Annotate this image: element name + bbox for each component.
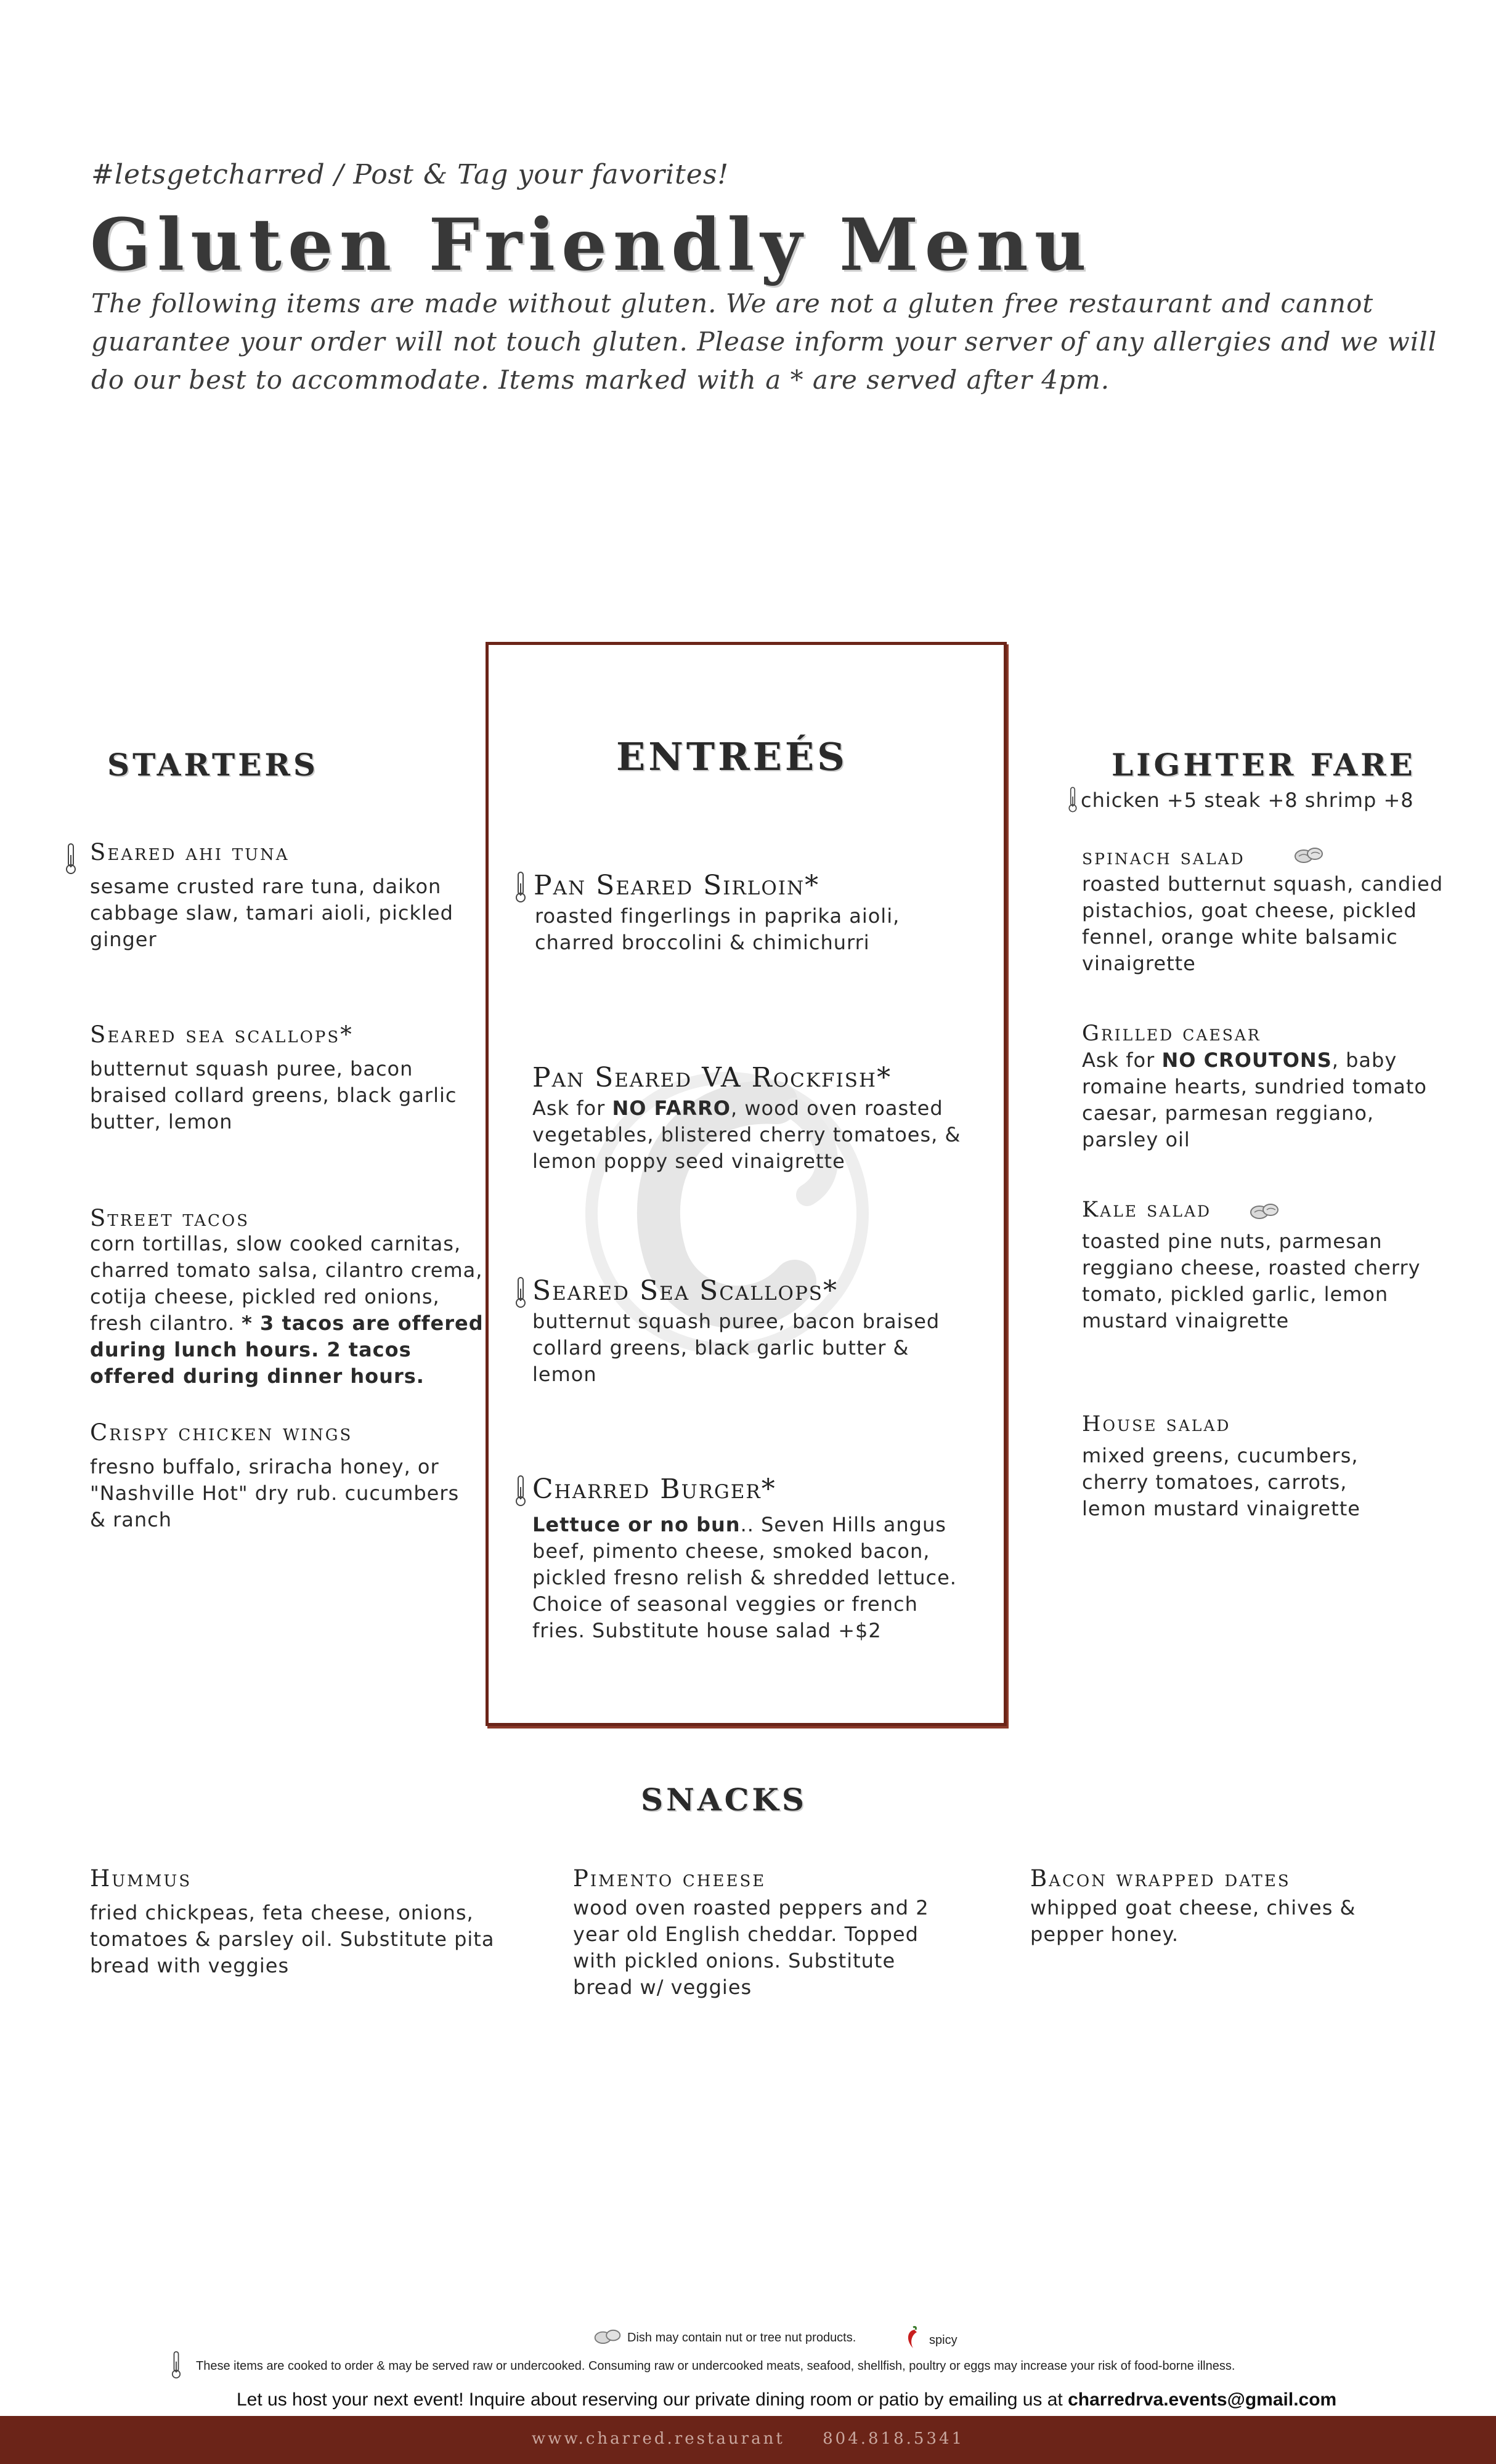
salad-desc-house: mixed greens, cucumbers, cherry tomatoes, carrots, lemon mustard vinaigrette [1082,1444,1360,1520]
entree-desc-burger [532,1512,970,1644]
starter-desc-wings: fresno buffalo, sriracha honey, or "Nashville Hot" dry rub. cucumbers & ranch [90,1455,460,1531]
raw-food-warning: These items are cooked to order & may be served raw or undercooked. Consuming raw or undercooked meats, seafood, shellfish, poultry or eggs may increase your risk of food-borne illness. [196,2359,1235,2373]
snack-title-dates: Bacon wrapped dates [1030,1865,1291,1892]
salad-title-kale: Kale salad [1082,1198,1212,1222]
thermometer-icon [514,1475,527,1507]
salad-desc-spinach: roasted butternut squash, candied pistachios, goat cheese, pickled fennel, orange white balsamic vinaigrette [1082,872,1444,975]
snack-title-pimento: Pimento cheese [573,1865,766,1892]
entree-desc-burger-bold: Lettuce or no bun [532,1513,741,1536]
starter-title-tacos: Street tacos [90,1205,250,1231]
salad-desc-caesar [1082,1047,1452,1153]
starter-desc-tacos-note: * 3 tacos are offered during lunch hours. 2 tacos offered during dinner hours. [90,1311,484,1388]
nut-note: Dish may contain nut or tree nut products. [627,2331,856,2344]
salad-title-house: House salad [1082,1412,1231,1437]
intro-text: The following items are made without gluten. We are not a gluten free restaurant and cannot guarantee your order will not touch gluten. Please inform your server of any allergies and we will do our best to accommodate. Items marked with a * are served after 4pm. [91,288,1437,395]
entree-title-rockfish: Pan Seared VA Rockfish* [532,1062,892,1093]
salad-title-spinach: spinach salad [1082,845,1245,870]
salad-desc-caesar-pre: Ask for [1082,1048,1155,1072]
lighter-fare-heading: LIGHTER FARE [1112,747,1416,783]
thermometer-icon [1067,786,1078,813]
starter-title-scallops: Seared sea scallops* [90,1021,354,1048]
entree-title-scallops: Seared Sea Scallops* [532,1275,839,1307]
snack-desc-hummus: fried chickpeas, feta cheese, onions, tomatoes & parsley oil. Substitute pita bread with veggies [90,1901,495,1977]
starter-desc-tacos-text: corn tortillas, slow cooked carnitas, charred tomato salsa, cilantro crema, cotija cheese, pickled red onions, fresh cilantro. [90,1232,483,1335]
entree-title-burger: Charred Burger* [532,1473,776,1505]
host-event-text [237,2389,1336,2410]
email-link[interactable]: charredrva.events@gmail.com [1068,2389,1337,2410]
snack-title-hummus: Hummus [90,1865,192,1892]
salad-desc-caesar-text: , baby romaine hearts, sundried tomato caesar, parmesan reggiano, parsley oil [1082,1048,1427,1151]
starter-desc-scallops: butternut squash puree, bacon braised collard greens, black garlic butter, lemon [90,1057,457,1133]
starter-desc-tacos [90,1231,484,1390]
entrees-heading: ENTREÉS [616,734,848,779]
spicy-note: spicy [929,2333,957,2347]
thermometer-icon [170,2351,182,2379]
snack-desc-pimento: wood oven roasted peppers and 2 year old English cheddar. Topped with pickled onions. Substitute bread w/ veggies [573,1896,929,1999]
nut-icon [593,2327,622,2346]
salad-title-caesar: Grilled caesar [1082,1021,1261,1046]
entree-desc-rockfish-bold: NO FARRO [612,1096,731,1120]
snack-desc-dates: whipped goat cheese, chives & pepper honey. [1030,1896,1356,1946]
entree-desc-rockfish-text: , wood oven roasted vegetables, blistered cherry tomatoes, & lemon poppy seed vinaigrette [532,1096,961,1173]
nut-icon [1248,1201,1280,1221]
entree-desc-rockfish [532,1095,988,1175]
salad-desc-kale: toasted pine nuts, parmesan reggiano cheese, roasted cherry tomato, pickled garlic, lemon mustard vinaigrette [1082,1230,1421,1332]
website-link[interactable]: www.charred.restaurant [531,2430,785,2448]
thermometer-icon [64,843,78,875]
snacks-heading: SNACKS [641,1781,807,1818]
thermometer-icon [514,871,527,903]
entree-desc-rockfish-pre: Ask for [532,1096,606,1120]
phone-number[interactable]: 804.818.5341 [823,2430,965,2448]
thermometer-icon [514,1276,527,1308]
entree-desc-scallops: butternut squash puree, bacon braised collard greens, black garlic butter & lemon [532,1310,940,1386]
host-event-message: Let us host your next event! Inquire about reserving our private dining room or patio by emailing us at [237,2389,1063,2410]
nut-icon [1293,845,1325,865]
footer-contact [0,2430,1496,2448]
starter-title-ahi-tuna: Seared ahi tuna [90,839,290,865]
starter-desc-ahi-tuna: sesame crusted rare tuna, daikon cabbage slaw, tamari aioli, pickled ginger [90,875,453,951]
tagline: #letsgetcharred / Post & Tag your favorites! [91,159,730,190]
entree-title-sirloin: Pan Seared Sirloin* [534,870,820,901]
starter-title-wings: Crispy chicken wings [90,1419,353,1446]
entree-desc-sirloin: roasted fingerlings in paprika aioli, charred broccolini & chimichurri [535,904,900,954]
chili-pepper-icon [905,2325,919,2349]
entree-desc-burger-text: .. Seven Hills angus beef, pimento cheese, smoked bacon, pickled fresno relish & shredded lettuce. Choice of seasonal veggies or french fries. Substitute house salad +$2 [532,1513,957,1642]
page-title: Gluten Friendly Menu [90,203,1093,287]
starters-heading: STARTERS [107,747,319,783]
lighter-fare-addons: chicken +5 steak +8 shrimp +8 [1081,788,1414,812]
salad-desc-caesar-bold: NO CROUTONS [1161,1048,1332,1072]
